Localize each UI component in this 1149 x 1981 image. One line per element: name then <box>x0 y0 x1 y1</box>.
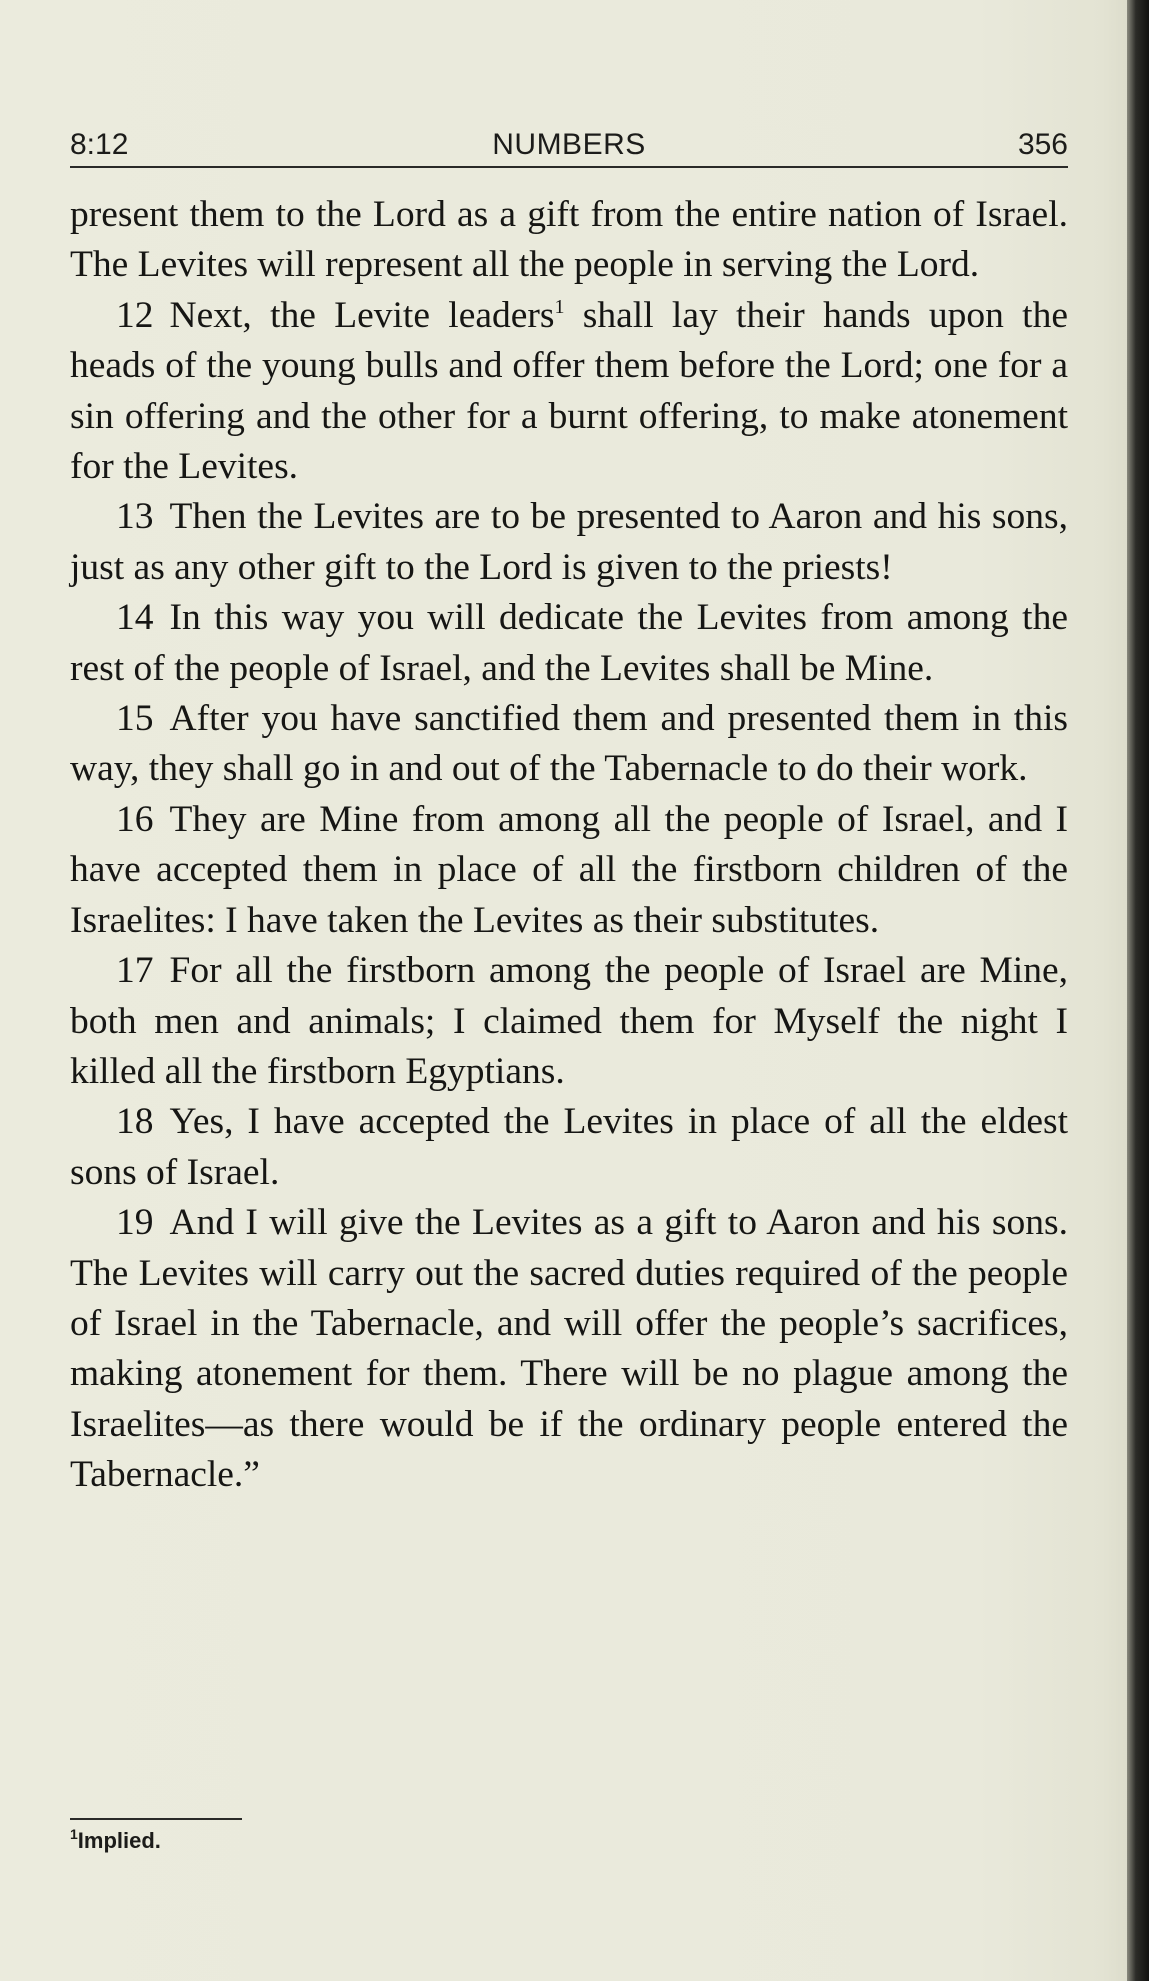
verse-number: 13 <box>116 496 154 538</box>
verse-text: Then the Levites are to be presented to Aaron and his sons, just as any other gift to the Lord is given to the priests! <box>70 496 1068 588</box>
verse-17 <box>70 946 1068 1097</box>
verse-18 <box>70 1097 1068 1198</box>
verse-text: shall lay their hands upon the heads of the young bulls and offer them before the Lord; one for a sin offering and the other for a burnt offering, to make atonement for the Levites. <box>70 294 1068 488</box>
verse-number: 14 <box>116 597 154 639</box>
verse-text: After you have sanctified them and presented them in this way, they shall go in and out of the Tabernacle to do their work. <box>70 698 1068 790</box>
verse-text: They are Mine from among all the people of Israel, and I have accepted them in place of all the firstborn children of the Israelites: I have taken the Levites as their substitutes. <box>70 798 1068 941</box>
verse-19 <box>70 1198 1068 1500</box>
verse-number: 17 <box>116 950 154 992</box>
verse-text: In this way you will dedicate the Levites from among the rest of the people of Israel, and the Levites shall be Mine. <box>70 597 1068 689</box>
book-spine-shadow <box>1127 0 1149 1981</box>
verse-12 <box>70 291 1068 493</box>
verse-number: 16 <box>116 798 154 840</box>
verse-text: Next, the Levite leaders <box>169 294 555 336</box>
verse-number: 19 <box>116 1202 154 1244</box>
header-rule <box>70 166 1068 168</box>
verse-text: For all the firstborn among the people of Israel are Mine, both men and animals; I claimed them for Myself the night I killed all the firstborn Egyptians. <box>70 950 1068 1092</box>
page-number: 356 <box>1017 128 1068 161</box>
verse-16 <box>70 795 1068 946</box>
footnote-number: 1 <box>70 1826 78 1842</box>
footnote-marker: 1 <box>554 295 565 318</box>
verse-15 <box>70 694 1068 795</box>
verse-14 <box>70 593 1068 694</box>
verse-text: And I will give the Levites as a gift to Aaron and his sons. The Levites will carry out the sacred duties required of the people of Israel in the Tabernacle, and will offer the people’s sacrifices, making atonement for them. There will be no plague among the Israelites—as there would be if the ordinary people entered the Tabernacle.” <box>70 1202 1068 1496</box>
scripture-text <box>70 190 1068 1501</box>
footnote <box>70 1828 161 1854</box>
verse-13 <box>70 492 1068 593</box>
verse-number: 18 <box>116 1101 154 1143</box>
footnote-text: Implied. <box>77 1828 161 1853</box>
verse-number: 15 <box>116 698 154 740</box>
footnote-rule <box>70 1818 242 1820</box>
verse-text: Yes, I have accepted the Levites in place of all the eldest sons of Israel. <box>70 1101 1068 1193</box>
running-header <box>70 128 1068 168</box>
book-title: NUMBERS <box>492 128 646 161</box>
continued-paragraph: present them to the Lord as a gift from the entire nation of Israel. The Levites will represent all the people in serving the Lord. <box>70 194 1068 286</box>
chapter-verse-reference: 8:12 <box>70 128 129 161</box>
verse-number: 12 <box>116 294 154 336</box>
